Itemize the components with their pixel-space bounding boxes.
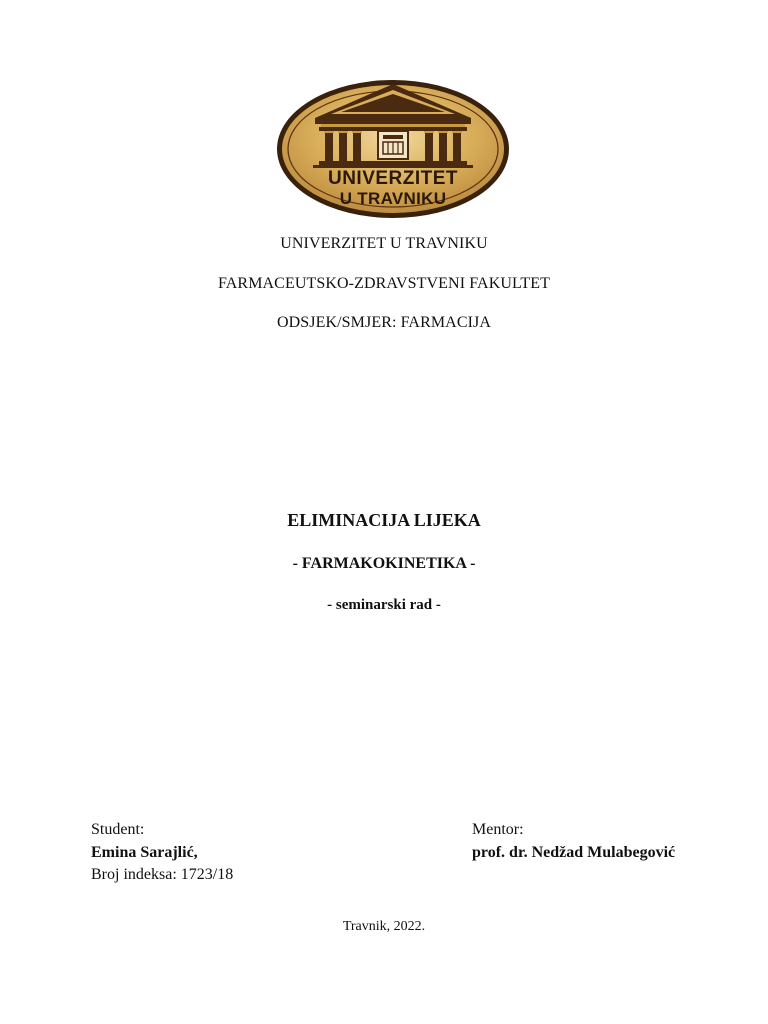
paper-subject: - FARMAKOKINETIKA - bbox=[292, 555, 476, 572]
mentor-name: prof. dr. Nedžad Mulabegović bbox=[472, 844, 676, 861]
student-label: Student: bbox=[91, 821, 145, 838]
university-logo bbox=[275, 78, 511, 220]
faculty-name: FARMACEUTSKO-ZDRAVSTVENI FAKULTET bbox=[217, 275, 551, 292]
paper-title: ELIMINACIJA LIJEKA bbox=[287, 510, 481, 530]
student-name: Emina Sarajlić, bbox=[91, 844, 198, 861]
paper-type: - seminarski rad - bbox=[327, 597, 441, 613]
student-index: Broj indeksa: 1723/18 bbox=[91, 866, 234, 883]
department-name: ODSJEK/SMJER: FARMACIJA bbox=[276, 314, 492, 331]
mentor-label: Mentor: bbox=[472, 821, 524, 838]
logo-text-line1: UNIVERZITET bbox=[327, 168, 459, 189]
logo-text-line2: U TRAVNIKU bbox=[339, 189, 447, 208]
place-and-date: Travnik, 2022. bbox=[342, 919, 426, 934]
university-name: UNIVERZITET U TRAVNIKU bbox=[280, 235, 488, 252]
